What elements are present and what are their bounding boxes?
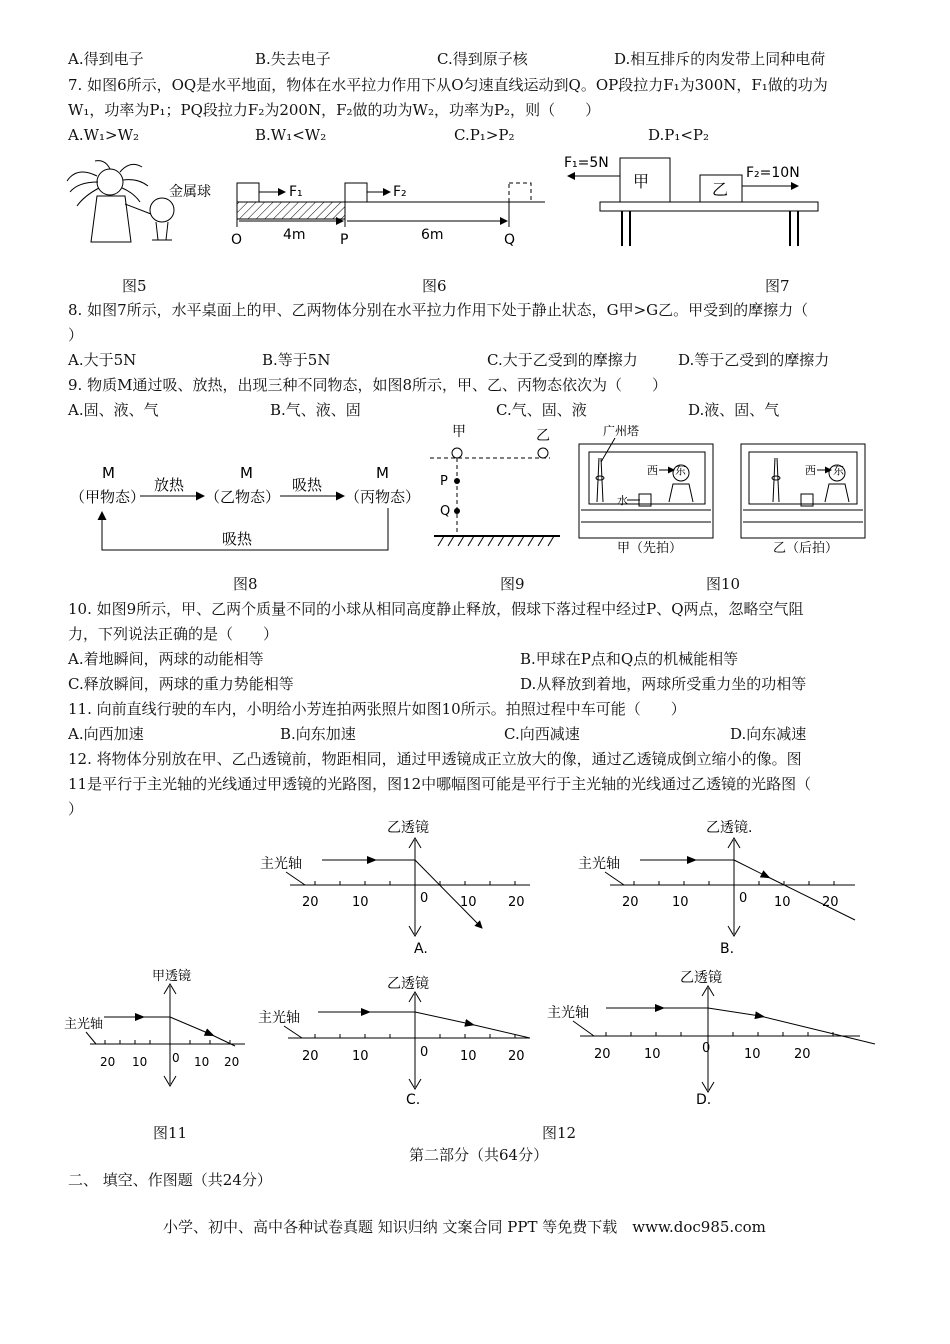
q7-option-d: D.P₁<P₂ — [648, 126, 710, 144]
q12-stem-line2: 11是平行于主光轴的光线通过甲透镜的光路图，图12中哪幅图可能是平行于主光轴的光线通过乙透镜的光路图（ — [68, 775, 812, 793]
lens-a-axis-label: 主光轴 — [260, 856, 302, 872]
fig6-f1: F₁ — [289, 184, 303, 200]
q7-stem-line2: W₁，功率为P₁；PQ段拉力F₂为200N，F₂做的功为W₂，功率为P₂，则（ ） — [68, 101, 601, 119]
lens-d-tick-2: 10 — [644, 1047, 661, 1062]
fig8-m2: M — [240, 464, 253, 482]
q7-option-a: A.W₁>W₂ — [68, 126, 140, 144]
fig9-ball-b-label: 乙 — [536, 428, 550, 444]
fig10-east-b: 东 — [833, 464, 844, 477]
q9-stem: 9. 物质M通过吸、放热，出现三种不同物态，如图8所示，甲、乙、丙物态依次为（ ） — [68, 376, 667, 394]
fig10-water-label: 水 — [617, 494, 628, 507]
fig7-caption: 图7 — [765, 277, 790, 295]
lens-diagrams — [60, 812, 880, 1112]
q10-option-c: C.释放瞬间，两球的重力势能相等 — [68, 675, 294, 693]
fig8-state-b: （乙物态） — [205, 488, 281, 506]
lens-a-tick-2: 10 — [352, 895, 369, 910]
q11-option-c: C.向西减速 — [504, 725, 580, 743]
fig10-east-a: 东 — [675, 464, 686, 477]
fig11-tick-1: 20 — [100, 1055, 116, 1069]
q11-stem: 11. 向前直线行驶的车内，小明给小芳连拍两张照片如图10所示。拍照过程中车可能（ ） — [68, 700, 686, 718]
fig5-label: 金属球 — [169, 184, 211, 200]
q8-stem-line2: ） — [68, 326, 84, 344]
fig6-f2: F₂ — [393, 184, 407, 200]
fig10-photo-a-caption: 甲（先拍） — [617, 541, 683, 556]
lens-c-title: 乙透镜 — [387, 976, 429, 992]
q9-option-a: A.固、液、气 — [68, 401, 159, 419]
fig6-point-q: Q — [504, 232, 516, 248]
lens-diagram-b — [578, 819, 855, 957]
fig11-caption: 图11 — [153, 1124, 188, 1142]
q8-stem-line1: 8. 如图7所示，水平桌面上的甲、乙两物体分别在水平拉力作用下处于静止状态，G甲>G乙。甲受到的摩擦力（ — [68, 301, 809, 319]
lens-c-tick-2: 10 — [352, 1049, 369, 1064]
lens-b-tick-3: 0 — [739, 891, 748, 906]
fig7-block-b: 乙 — [712, 180, 729, 199]
q8-option-a: A.大于5N — [68, 351, 137, 369]
lens-a-tick-1: 20 — [302, 895, 319, 910]
q10-option-d: D.从释放到着地，两球所受重力坐的功相等 — [520, 675, 807, 693]
fig6-caption: 图6 — [422, 277, 447, 295]
figure-8-state-cycle — [70, 462, 420, 557]
lens-c-axis-label: 主光轴 — [258, 1010, 300, 1026]
q12-stem-line1: 12. 将物体分别放在甲、乙凸透镜前，物距相同，通过甲透镜成正立放大的像，通过乙透镜成倒立缩小的像。图 — [68, 750, 802, 768]
fig8-m1: M — [102, 464, 115, 482]
q7-option-b: B.W₁<W₂ — [255, 126, 327, 144]
lens-a-tick-3: 0 — [420, 891, 429, 906]
q11-option-d: D.向东减速 — [730, 725, 807, 743]
lens-c-tick-5: 20 — [508, 1049, 525, 1064]
figure-6-motion — [225, 165, 550, 250]
fig8-caption: 图8 — [233, 575, 258, 593]
fig11-tick-4: 10 — [194, 1055, 210, 1069]
figure-7-table — [560, 150, 820, 250]
q9-option-d: D.液、固、气 — [688, 401, 780, 419]
q8-option-c: C.大于乙受到的摩擦力 — [487, 351, 638, 369]
lens-d-option-label: D. — [696, 1092, 712, 1108]
fig10-photo-a — [579, 444, 713, 538]
q6-option-b: B.失去电子 — [255, 50, 331, 68]
lens-d-tick-5: 20 — [794, 1047, 811, 1062]
fig12-caption: 图12 — [542, 1124, 577, 1142]
lens-b-tick-4: 10 — [774, 895, 791, 910]
lens-a-title: 乙透镜 — [387, 820, 429, 836]
fig10-photo-b — [741, 444, 865, 538]
fig9-caption: 图9 — [500, 575, 525, 593]
lens-diagram-fig11 — [64, 968, 245, 1086]
q10-option-a: A.着地瞬间，两球的动能相等 — [68, 650, 264, 668]
q10-option-b: B.甲球在P点和Q点的机械能相等 — [520, 650, 739, 668]
fig6-point-p: P — [340, 232, 349, 248]
q8-option-b: B.等于5N — [262, 351, 331, 369]
fig7-block-a: 甲 — [633, 172, 650, 191]
fig11-axis-label: 主光轴 — [64, 1017, 104, 1032]
lens-c-tick-4: 10 — [460, 1049, 477, 1064]
lens-b-option-label: B. — [720, 941, 735, 957]
lens-b-tick-5: 20 — [822, 895, 839, 910]
fig6-distance-pq: 6m — [421, 227, 444, 243]
q6-option-d: D.相互排斥的肉发带上同种电荷 — [614, 50, 826, 68]
fig10-photo-b-caption: 乙（后拍） — [773, 541, 839, 556]
fig6-distance-op: 4m — [283, 227, 306, 243]
fig8-state-a: （甲物态） — [70, 488, 146, 506]
lens-diagram-a — [260, 819, 530, 957]
lens-d-axis-label: 主光轴 — [547, 1005, 589, 1021]
q9-option-b: B.气、液、固 — [270, 401, 361, 419]
lens-diagram-d — [547, 969, 875, 1108]
lens-d-title: 乙透镜 — [680, 970, 722, 986]
fig11-tick-2: 10 — [132, 1055, 148, 1069]
fig11-tick-3: 0 — [172, 1051, 180, 1065]
fig8-m3: M — [376, 464, 389, 482]
q8-option-d: D.等于乙受到的摩擦力 — [678, 351, 830, 369]
q12-stem-line3: ） — [68, 800, 84, 818]
fig8-state-c: （丙物态） — [345, 488, 421, 506]
lens-a-tick-5: 20 — [508, 895, 525, 910]
lens-c-option-label: C. — [406, 1092, 421, 1108]
q11-option-a: A.向西加速 — [68, 725, 144, 743]
part2-heading: 第二部分（共64分） — [409, 1146, 549, 1164]
q10-stem-line1: 10. 如图9所示，甲、乙两个质量不同的小球从相同高度静止释放，假球下落过程中经过P、Q两点，忽略空气阻 — [68, 600, 804, 618]
fig9-point-q: Q — [440, 504, 451, 519]
lens-diagram-c — [258, 975, 530, 1108]
q11-option-b: B.向东加速 — [280, 725, 356, 743]
fig5-caption: 图5 — [122, 277, 147, 295]
q10-stem-line2: 力，下列说法正确的是（ ） — [68, 625, 279, 643]
lens-a-option-label: A. — [414, 941, 428, 957]
lens-a-tick-4: 10 — [460, 895, 477, 910]
q6-option-c: C.得到原子核 — [437, 50, 528, 68]
lens-d-tick-4: 10 — [744, 1047, 761, 1062]
lens-b-tick-1: 20 — [622, 895, 639, 910]
lens-d-tick-1: 20 — [594, 1047, 611, 1062]
fig8-arrow-absorb1: 吸热 — [292, 476, 323, 494]
fig9-point-p: P — [440, 474, 448, 489]
lens-c-tick-1: 20 — [302, 1049, 319, 1064]
fig11-tick-5: 20 — [224, 1055, 240, 1069]
lens-c-tick-3: 0 — [420, 1045, 429, 1060]
figure-9-falling-balls — [430, 422, 570, 552]
fig10-caption: 图10 — [706, 575, 741, 593]
lens-b-axis-label: 主光轴 — [578, 856, 620, 872]
lens-d-tick-3: 0 — [702, 1041, 711, 1056]
q7-option-c: C.P₁>P₂ — [454, 126, 515, 144]
q9-option-c: C.气、固、液 — [496, 401, 587, 419]
fig10-tower-label: 广州塔 — [603, 424, 640, 438]
fig10-west-b: 西 — [805, 464, 816, 477]
fig8-arrow-release: 放热 — [154, 476, 185, 494]
fig9-ball-a-label: 甲 — [452, 424, 466, 440]
fig10-west-a: 西 — [647, 464, 658, 477]
q7-stem-line1: 7. 如图6所示，OQ是水平地面，物体在水平拉力作用下从O匀速直线运动到Q。OP段拉力F₁为300N，F₁做的功为 — [68, 76, 828, 94]
fig7-f1: F₁=5N — [564, 155, 609, 171]
fig6-point-o: O — [231, 232, 243, 248]
fig11-lens-title: 甲透镜 — [152, 969, 192, 984]
lens-b-tick-2: 10 — [672, 895, 689, 910]
fig7-f2: F₂=10N — [746, 165, 800, 181]
fig8-arrow-absorb2: 吸热 — [222, 530, 253, 548]
q6-option-a: A.得到电子 — [68, 50, 144, 68]
figure-10-car-photos — [575, 418, 875, 560]
section2-heading: 二、 填空、作图题（共24分） — [68, 1171, 272, 1189]
figure-5-girl-metal-ball — [65, 160, 211, 250]
lens-b-title: 乙透镜. — [706, 820, 753, 836]
page-footer: 小学、初中、高中各种试卷真题 知识归纳 文案合同 PPT 等免费下载 www.doc985.com — [163, 1218, 766, 1236]
